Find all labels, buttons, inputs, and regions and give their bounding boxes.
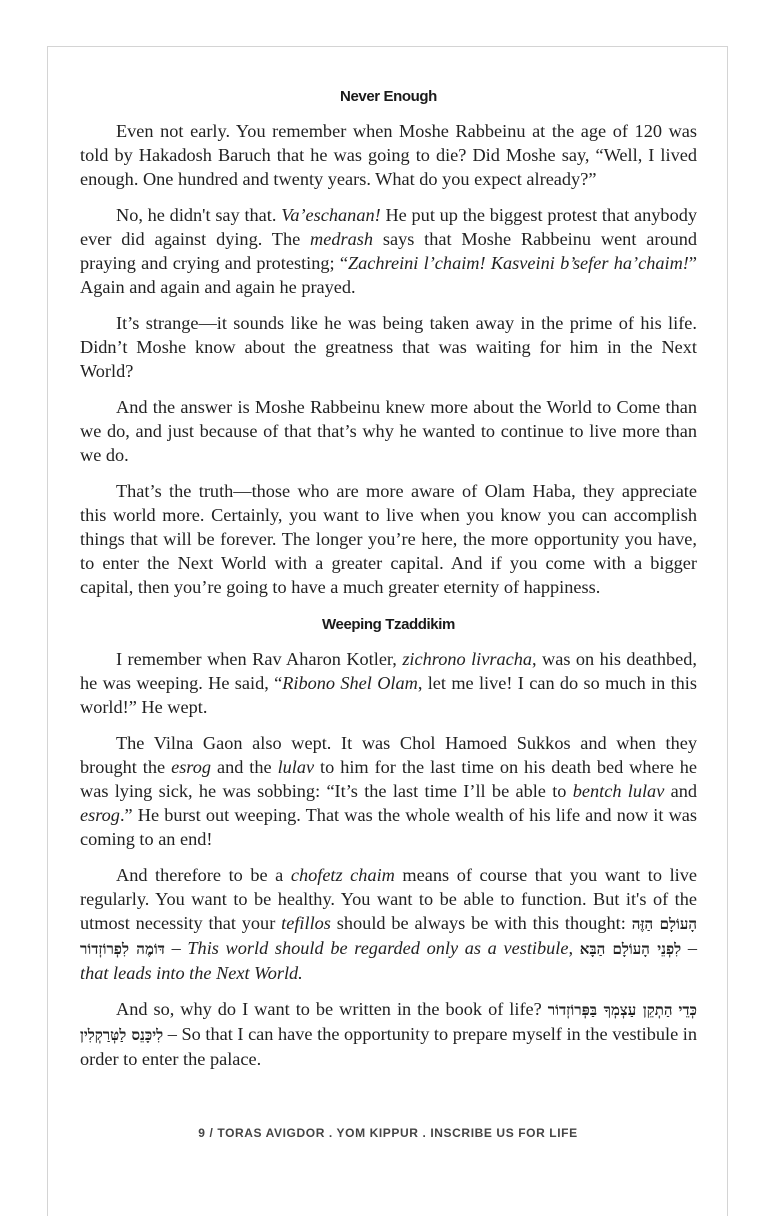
- italic-text: esrog: [171, 757, 212, 777]
- italic-text: – that leads into the Next World.: [80, 938, 698, 983]
- italic-text: Zachreini l’chaim! Kasveini b’sefer ha’chaim!: [347, 253, 689, 273]
- section-never-enough: [80, 119, 697, 599]
- hebrew-text: לִפְנֵי הָעוֹלָם הַבָּא: [579, 940, 682, 958]
- hebrew-text: הָעוֹלָם הַזֶּה דּוֹמֶה לִפְרוֹזְדוֹר: [80, 915, 697, 958]
- hebrew-text: כְּדֵי לִיכָּנֵס לַטְּרַקְלִין: [80, 1001, 697, 1044]
- text-run: , was on his deathbed, he was weeping. He said, “: [80, 649, 697, 693]
- text-run: And therefore to be a: [116, 865, 291, 885]
- italic-text: esrog: [80, 805, 120, 825]
- page: [47, 46, 728, 1216]
- text-run: That’s the truth—those who are more aware of Olam Haba, they appreciate this world more. Certainly, you want to live when you know you can accomplish things that will be forever. The longer you’re here, the more opportunity you have, to enter the Next World with a greater capital. And if you come with a bigger capital, then you’re going to have a much greater eternity of happiness.: [80, 481, 697, 597]
- hebrew-text: הַתְקֵן עַצְמְךָ בַּפְּרוֹזְדוֹר: [547, 1001, 673, 1019]
- paragraph: [80, 311, 697, 383]
- text-run: I remember when Rav Aharon Kotler,: [116, 649, 403, 669]
- paragraph: [80, 479, 697, 599]
- italic-text: Ribono Shel Olam: [282, 673, 418, 693]
- text-run: .” He burst out weeping. That was the whole wealth of his life and now it was coming to an end!: [80, 805, 697, 849]
- section-weeping-tzaddikim: [80, 647, 697, 1071]
- italic-text: chofetz chaim: [290, 865, 395, 885]
- text-run: No, he didn't say that.: [116, 205, 282, 225]
- text-run: ” Again and again and again he prayed.: [80, 253, 698, 297]
- italic-text: Va’eschanan!: [281, 205, 381, 225]
- text-run: and the: [211, 757, 278, 777]
- text-run: It’s strange—it sounds like he was being taken away in the prime of his life. Didn’t Moshe know about the greatness that was waiting for him in the Next World?: [80, 313, 697, 381]
- text-run: to him for the last time on his death bed where he was lying sick, he was sobbing: “It’s the last time I’ll be able to: [80, 757, 697, 801]
- page-footer: 9 / TORAS AVIGDOR . YOM KIPPUR . INSCRIBE US FOR LIFE: [198, 1126, 578, 1140]
- paragraph: [80, 119, 697, 191]
- paragraph: [80, 647, 697, 719]
- text-run: means of course that you want to live regularly. You want to be healthy. You want to be able to function. But it's of the utmost necessity that your: [80, 865, 698, 933]
- italic-text: zichrono livracha: [402, 649, 532, 669]
- italic-text: tefillos: [281, 913, 331, 933]
- paragraph: [80, 997, 697, 1071]
- text-run: , let me live! I can do so much in this world!” He wept.: [80, 673, 697, 717]
- text-run: says that Moshe Rabbeinu went around praying and crying and protesting; “: [80, 229, 697, 273]
- text-run: And so, why do I want to be written in the book of life?: [116, 999, 548, 1019]
- text-run: should be always be with this thought:: [330, 913, 632, 933]
- section-heading-weeping-tzaddikim: Weeping Tzaddikim: [322, 616, 455, 633]
- text-run: Even not early. You remember when Moshe Rabbeinu at the age of 120 was told by Hakadosh Baruch that he was going to die? Did Moshe say, “Well, I lived enough. One hundred and twenty years. What do you expect already?”: [80, 121, 697, 189]
- section-heading-never-enough: Never Enough: [340, 88, 437, 105]
- paragraph: [80, 863, 697, 985]
- text-run: and: [664, 781, 697, 801]
- italic-text: medrash: [310, 229, 374, 249]
- paragraph: [80, 731, 697, 851]
- italic-text: bentch lulav: [572, 781, 665, 801]
- text-run: The Vilna Gaon also wept. It was Chol Hamoed Sukkos and when they brought the: [80, 733, 697, 777]
- text-run: – So that I can have the opportunity to prepare myself in the vestibule in order to enter the palace.: [80, 1024, 697, 1069]
- text-run: He put up the biggest protest that anybody ever did against dying. The: [80, 205, 697, 249]
- paragraph: [80, 395, 697, 467]
- text-run: And the answer is Moshe Rabbeinu knew more about the World to Come than we do, and just because of that that’s why he wanted to continue to live more than we do.: [80, 397, 697, 465]
- italic-text: lulav: [277, 757, 315, 777]
- italic-text: – This world should be regarded only as a vestibule,: [164, 938, 580, 958]
- paragraph: [80, 203, 697, 299]
- page-content: [80, 85, 697, 1083]
